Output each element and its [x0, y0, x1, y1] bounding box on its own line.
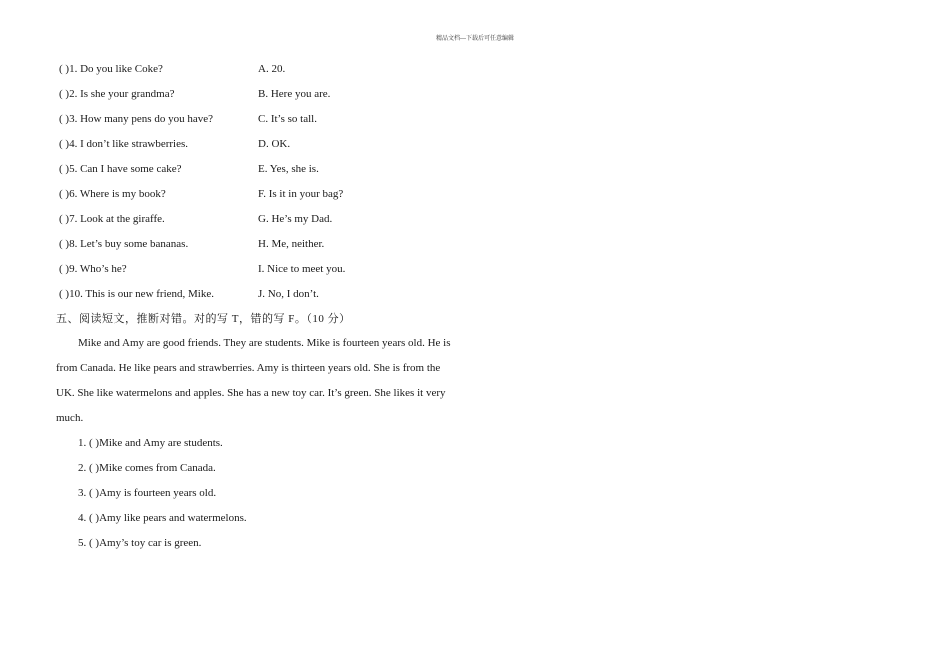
matching-question: ( )7. Look at the giraffe.: [59, 213, 165, 225]
true-false-item: 1. ( )Mike and Amy are students.: [78, 437, 223, 449]
matching-question: ( )5. Can I have some cake?: [59, 163, 182, 175]
matching-answer: J. No, I don’t.: [258, 288, 319, 300]
matching-answer: E. Yes, she is.: [258, 163, 319, 175]
section-title: 五、阅读短文，推断对错。对的写 T，错的写 F。（10 分）: [56, 313, 351, 325]
true-false-item: 5. ( )Amy’s toy car is green.: [78, 537, 202, 549]
true-false-item: 3. ( )Amy is fourteen years old.: [78, 487, 217, 499]
passage-line: Mike and Amy are good friends. They are students. Mike is fourteen years old. He is: [78, 337, 451, 349]
matching-question: ( )1. Do you like Coke?: [59, 63, 163, 75]
matching-answer: I. Nice to meet you.: [258, 263, 346, 275]
matching-answer: F. Is it in your bag?: [258, 188, 344, 200]
matching-question: ( )6. Where is my book?: [59, 188, 166, 200]
matching-question: ( )10. This is our new friend, Mike.: [59, 288, 214, 300]
true-false-item: 4. ( )Amy like pears and watermelons.: [78, 512, 247, 524]
matching-answer: A. 20.: [258, 63, 286, 75]
passage-line: from Canada. He like pears and strawberries. Amy is thirteen years old. She is from the: [56, 362, 441, 374]
matching-question: ( )3. How many pens do you have?: [59, 113, 213, 125]
matching-answer: B. Here you are.: [258, 88, 331, 100]
passage-line: much.: [56, 412, 84, 424]
matching-question: ( )4. I don’t like strawberries.: [59, 138, 189, 150]
matching-question: ( )8. Let’s buy some bananas.: [59, 238, 189, 250]
page-header: 精品文档---下载后可任意编辑: [436, 36, 514, 42]
true-false-item: 2. ( )Mike comes from Canada.: [78, 462, 216, 474]
matching-answer: G. He’s my Dad.: [258, 213, 333, 225]
matching-answer: D. OK.: [258, 138, 291, 150]
matching-answer: C. It’s so tall.: [258, 113, 317, 125]
matching-question: ( )9. Who’s he?: [59, 263, 127, 275]
matching-question: ( )2. Is she your grandma?: [59, 88, 175, 100]
matching-answer: H. Me, neither.: [258, 238, 325, 250]
passage-line: UK. She like watermelons and apples. She has a new toy car. It’s green. She likes it very: [56, 387, 446, 399]
